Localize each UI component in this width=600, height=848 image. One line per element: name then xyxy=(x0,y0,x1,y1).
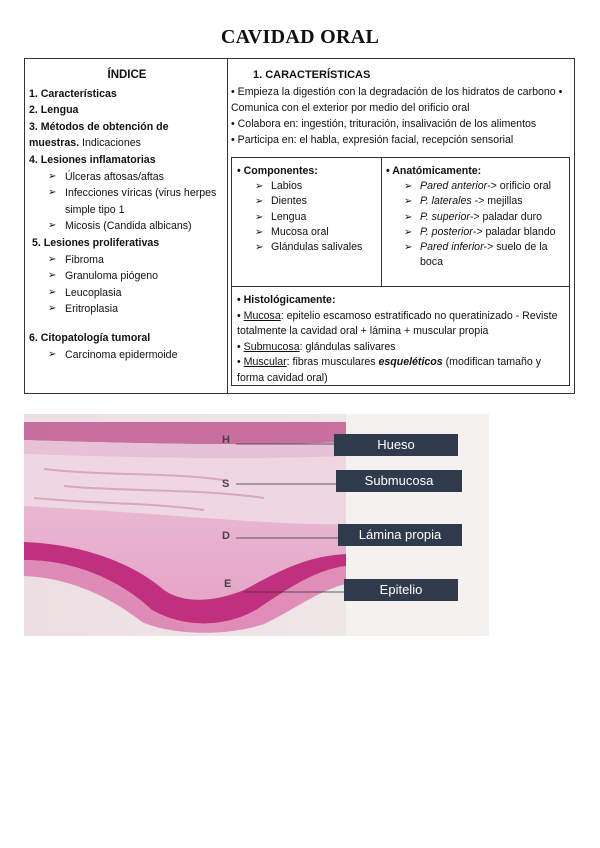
histology-term: Submucosa xyxy=(243,340,300,353)
anatomy-item xyxy=(386,210,568,225)
anatomy-heading: • Anatómicamente: xyxy=(386,165,482,177)
histology-desc: (modifican tamaño y forma cavidad oral) xyxy=(237,356,542,384)
micrograph-letter-d: D xyxy=(222,530,230,542)
label-submucosa: Submucosa xyxy=(336,470,462,492)
histology-desc: : glándulas salivares xyxy=(299,340,396,353)
characteristics-line: • Colabora en: ingestión, trituración, insalivación de los alimentos xyxy=(231,118,537,130)
index-item: ➢ Micosis (Candida albicans) xyxy=(29,218,225,235)
index-item: ➢ Leucoplasia xyxy=(29,285,225,302)
histology-muscular: • Muscular: fibras musculares esqueléticos (modifican tamaño y forma cavidad oral) xyxy=(237,356,542,384)
component-item: ➢ Labios xyxy=(237,179,379,194)
anatomy-term: P. posterior xyxy=(420,225,473,238)
anatomy-desc: -> suelo de la boca xyxy=(420,241,548,269)
histology-mucosa: • Mucosa: epitelio escamoso estratificado no queratinizado - Reviste totalmente la cavidad oral + lámina + muscular propia xyxy=(237,309,558,338)
anatomy-list xyxy=(386,164,568,270)
anatomy-item xyxy=(386,225,568,240)
histology-submucosa: • Submucosa: glándulas salivares xyxy=(237,340,396,353)
anatomy-desc: -> paladar duro xyxy=(469,210,543,223)
index-section-5: 5. Lesiones proliferativas xyxy=(32,236,160,249)
anatomy-desc: -> paladar blando xyxy=(472,225,556,238)
index-column xyxy=(29,67,225,363)
index-section-1: 1. Características xyxy=(29,87,117,100)
characteristics-heading: 1. CARACTERÍSTICAS xyxy=(253,69,371,81)
anatomy-term: Pared anterior xyxy=(420,180,488,193)
index-section-3: 3. Métodos de obtención de xyxy=(29,120,169,133)
index-item: ➢ Carcinoma epidermoide xyxy=(29,347,225,364)
index-section-3-indicaciones: Indicaciones xyxy=(79,137,141,150)
components-heading: • Componentes: xyxy=(237,165,318,177)
index-heading: ÍNDICE xyxy=(107,69,147,81)
index-section-3-cont xyxy=(29,135,225,152)
characteristics-line: • Participa en: el habla, expresión facial, recepción sensorial xyxy=(231,134,514,146)
micrograph-letter-s: S xyxy=(222,478,230,490)
anatomy-desc: -> orificio oral xyxy=(487,180,552,193)
index-section-2: 2. Lengua xyxy=(29,104,79,117)
label-epitelio: Epitelio xyxy=(344,579,458,601)
anatomy-term: Pared inferior xyxy=(420,241,484,254)
anatomy-item xyxy=(386,179,568,194)
histology-emphasis: esqueléticos xyxy=(378,356,443,369)
anatomy-item xyxy=(386,240,568,270)
histology-desc: : epitelio escamoso estratificado no queratinizado - Reviste totalmente la cavidad oral + lámina + muscular propia xyxy=(237,309,558,338)
micrograph-letter-h: H xyxy=(222,434,230,446)
anatomy-item xyxy=(386,194,568,209)
components-anatomy-box xyxy=(231,157,570,287)
index-item: ➢ Úlceras aftosas/aftas xyxy=(29,169,225,186)
anatomy-term: P. laterales xyxy=(420,195,472,208)
histology-term: Muscular xyxy=(243,356,287,369)
anatomy-term: P. superior xyxy=(420,210,470,223)
anatomy-desc: -> mejillas xyxy=(471,195,523,208)
components-list xyxy=(237,164,379,255)
index-section-4: 4. Lesiones inflamatorias xyxy=(29,153,156,166)
summary-table xyxy=(24,58,575,394)
index-item: ➢ Granuloma piógeno xyxy=(29,268,225,285)
component-item: ➢ Lengua xyxy=(237,210,379,225)
index-item: ➢ Fibroma xyxy=(29,252,225,269)
label-lamina-propia: Lámina propia xyxy=(338,524,462,546)
index-section-3-muestras: muestras. xyxy=(29,137,80,150)
histology-term: Mucosa xyxy=(243,309,281,322)
histology-box xyxy=(231,287,570,386)
index-item: ➢ Infecciones víricas (virus herpes simple tipo 1 xyxy=(29,185,225,218)
page-title: CAVIDAD ORAL xyxy=(220,26,380,48)
characteristics-block xyxy=(231,67,571,148)
characteristics-line: • Empieza la digestión con la degradación de los hidratos de carbono • Comunica con el exterior por medio del orificio oral xyxy=(231,86,563,114)
index-section-6: 6. Citopatología tumoral xyxy=(29,331,151,344)
histology-micrograph xyxy=(24,414,489,636)
histology-desc: : fibras musculares xyxy=(286,356,379,369)
index-item: ➢ Eritroplasia xyxy=(29,301,225,318)
histology-block xyxy=(237,293,567,387)
histology-heading: • Histológicamente: xyxy=(237,294,336,306)
micrograph-letter-e: E xyxy=(224,578,232,590)
label-hueso: Hueso xyxy=(334,434,458,456)
component-item: ➢ Dientes xyxy=(237,194,379,209)
component-item: ➢ Glándulas salivales xyxy=(237,240,379,255)
box-divider xyxy=(381,158,382,286)
component-item: ➢ Mucosa oral xyxy=(237,225,379,240)
column-divider xyxy=(227,59,228,393)
